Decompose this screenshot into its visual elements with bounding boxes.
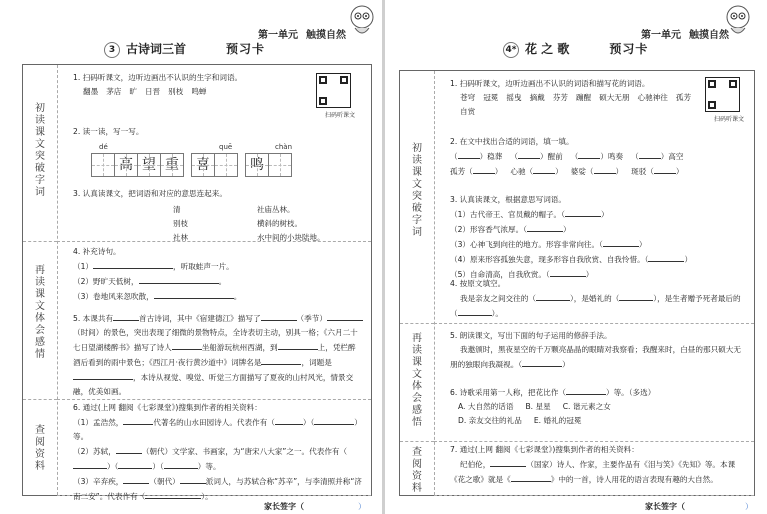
qr-code[interactable] <box>705 77 740 112</box>
word-list <box>450 91 694 119</box>
char-box: 鸣 <box>245 153 269 177</box>
section-reread <box>57 241 371 400</box>
word: 蹦醒 <box>575 93 592 102</box>
answer-blank[interactable] <box>578 149 600 159</box>
word: 茅店 <box>106 87 122 96</box>
unit-header <box>641 26 729 41</box>
question-4-text: 4. 补充诗句。 <box>73 247 121 256</box>
option-c[interactable]: C. 谐元素之女 <box>562 402 611 411</box>
section-label: 查阅资料 <box>412 447 422 494</box>
pinyin: chàn <box>275 143 293 151</box>
answer-blank[interactable] <box>118 459 152 469</box>
right-page <box>385 0 767 514</box>
answer-blank[interactable] <box>639 149 661 159</box>
question-1-text: 1. 扫码听课文，边听边画出不认识的生字和词语。 <box>73 73 243 82</box>
fill-row: 孤芳（ ） 心驰（ ） 婆娑（ ） 斑驳（ ） <box>450 164 746 179</box>
word: 孤芳自赏 <box>460 93 692 116</box>
question-6: 6. 诗歌采用第一人称，把花比作（ ）等。（多选） A. 大自然的话语 B. 星星 C. 谐元素之女 D. 亲友交往的礼品 E. 婚礼的冠冕 <box>450 385 746 428</box>
word: 摘戴 <box>529 93 545 102</box>
write-box[interactable] <box>268 153 292 177</box>
option-b[interactable]: B. 星星 <box>525 402 551 411</box>
poem-line: （1） ，听取蛙声一片。 <box>73 259 363 274</box>
answer-blank[interactable] <box>327 311 363 321</box>
question-4 <box>73 245 363 304</box>
unit-subtitle: 触摸自然 <box>689 30 729 41</box>
fill-row: （ ）稳葬 （ ）醒前 （ ）鸣奏 （ ）高空 <box>450 149 746 164</box>
question-3 <box>73 187 363 201</box>
answer-blank[interactable] <box>522 357 562 367</box>
match-meaning[interactable]: 社庙丛林。 <box>257 205 295 214</box>
unit-title: 第一单元 <box>641 30 681 41</box>
pinyin: dé <box>99 143 108 151</box>
section-label: 初读课文 突破字词 <box>412 143 422 238</box>
mascot-icon <box>349 4 375 38</box>
answer-blank[interactable] <box>314 415 354 425</box>
match-right-column <box>257 203 325 245</box>
worksheet-box <box>22 64 372 501</box>
answer-blank[interactable] <box>490 457 526 467</box>
answer-blank[interactable] <box>180 474 206 484</box>
section-label: 再读课文 体会感悟 <box>412 333 422 428</box>
answer-blank[interactable] <box>533 164 555 174</box>
match-left-column <box>173 203 188 245</box>
section-reread <box>434 323 754 442</box>
word: 苍穹 <box>460 93 476 102</box>
word: 翻墨 <box>83 87 99 96</box>
option-e[interactable]: E. 婚礼的冠冕 <box>533 416 582 425</box>
answer-blank[interactable] <box>123 474 149 484</box>
lesson-title: 古诗词三首 <box>126 42 187 56</box>
question-5-text: 5. 朗读课文，写出下面的句子运用的修辞手法。 <box>450 331 612 340</box>
char-box: 望 <box>137 153 161 177</box>
word: 芬芳 <box>552 93 568 102</box>
question-4-text: 4. 按原文填空。 <box>450 279 506 288</box>
section-first-read <box>57 65 371 242</box>
section-sidebar <box>23 65 58 495</box>
option-d[interactable]: D. 亲友交往的礼品 <box>458 416 522 425</box>
match-meaning[interactable]: 水中间的小块陆地。 <box>257 233 325 242</box>
match-term[interactable]: 别枝 <box>173 219 188 228</box>
unit-subtitle: 触摸自然 <box>306 30 346 41</box>
question-3: 3. 认真读课文，根据意思写词语。 （1）古代帝王、官员戴的帽子。（ ） （2）形容香气浓厚。（ ） （3）心神飞到向往的地方。形容非常向往。（ ） （4）原来形容孤独失意，现多形容自我欣赏、自我怜惜。（ ） （5）自命清高，自我欣赏。（ ） <box>450 193 746 282</box>
question-6-text: 6. 通过(上网 翻阅《七彩课堂》)搜集到作者的相关资料： <box>73 403 262 412</box>
question-1 <box>450 77 694 119</box>
section-first-read <box>434 71 754 324</box>
qr-label: 扫码听课文 <box>324 112 355 119</box>
question-7-text: 7. 通过(上网 翻阅《七彩课堂》)搜集到作者的相关资料： <box>450 445 639 454</box>
lesson-number: 4* <box>503 42 519 58</box>
word-list <box>73 85 363 99</box>
answer-blank[interactable] <box>172 340 202 350</box>
word: 日晋 <box>144 87 161 96</box>
question-3-text: 3. 认真读课文，根据意思写词语。 <box>450 195 566 204</box>
question-6: 6. 通过(上网 翻阅《七彩课堂》)搜集到作者的相关资料： （1）孟浩然， 代著名的山水田园诗人。代表作有（ ）（ ）等。 （2）苏轼， （朝代）文学家、书画家，为“唐宋八大家”之一。代表作有（）（ ）（ ）等。 （3）辛弃疾， （朝代） 派词人，与苏轼合称“苏辛”，与李清照并称“济南二安”。代表作有（ ）。 <box>73 403 362 501</box>
unit-title: 第一单元 <box>258 30 298 41</box>
answer-blank[interactable] <box>164 459 198 469</box>
left-page <box>0 0 382 514</box>
answer-blank[interactable] <box>123 415 153 425</box>
word: 别枝 <box>168 87 184 96</box>
answer-blank[interactable] <box>261 355 301 365</box>
section-label: 再读课文 体会感情 <box>35 265 45 360</box>
answer-blank[interactable] <box>73 370 133 380</box>
answer-blank[interactable] <box>261 311 297 321</box>
answer-blank[interactable] <box>565 207 601 217</box>
parent-signature[interactable]: 家长签字（ ） <box>645 502 753 511</box>
char-box: 重 <box>160 153 184 177</box>
answer-blank[interactable] <box>654 164 676 174</box>
answer-blank[interactable] <box>511 472 551 482</box>
match-meaning[interactable]: 横斜的树枝。 <box>257 219 302 228</box>
section-sidebar <box>400 71 435 495</box>
answer-blank[interactable] <box>603 237 639 247</box>
question-5: 5. 本课共有 首古诗词，其中《宿建德江》描写了 （季节）（时间）的景色，突出表现了细微的景物特点，全诗表切主动，别具一格；《六月二十七日望湖楼醉书》描写了诗人 坐船游玩杭州西湖，到 上，凭栏醉酒后看到的雨中景色；《西江月·夜行黄沙道中》词牌名是 ，词题是，本诗从视觉、嗅觉、听觉三方面描写了夏夜的山村风光，情景交融，优美如画。 <box>73 311 363 399</box>
match-term[interactable]: 清 <box>173 205 181 214</box>
lesson-title-row <box>104 40 265 58</box>
question-1 <box>73 71 363 99</box>
answer-blank[interactable] <box>93 259 173 269</box>
question-2 <box>450 135 746 179</box>
question-1-text: 1. 扫码听课文，边听边画出不认识的词语和描写花的词语。 <box>450 79 650 88</box>
question-2-text: 2. 读一读，写一写。 <box>73 127 144 136</box>
word: 硕大无朋 <box>599 93 630 102</box>
poem-line: （2）野旷天低树， 。 <box>73 274 363 289</box>
answer-blank[interactable] <box>473 164 495 174</box>
question-2-text: 2. 在文中找出合适的词语，填一填。 <box>450 137 574 146</box>
answer-blank[interactable] <box>594 164 616 174</box>
answer-blank[interactable] <box>278 340 318 350</box>
lesson-title: 花 之 歌 <box>525 42 570 56</box>
question-7: 7. 通过(上网 翻阅《七彩课堂》)搜集到作者的相关资料： 纪伯伦， （国家）诗人、作家，主要作品有《泪与笑》《先知》等。本课《花之歌》就是《 》中的一首，诗人用花的语言表现有趣的大自然。 <box>450 443 746 487</box>
section-label: 初读课文 突破字词 <box>35 103 45 198</box>
word: 鸣蝉 <box>191 87 207 96</box>
preview-card-tag: 预习卡 <box>609 42 649 56</box>
worksheet-box <box>399 70 755 496</box>
answer-blank[interactable] <box>550 267 586 277</box>
answer-blank[interactable] <box>527 222 563 232</box>
answer-blank[interactable] <box>648 252 684 262</box>
unit-header <box>258 26 346 41</box>
char-box: 高 <box>114 153 138 177</box>
answer-blank[interactable] <box>145 489 201 499</box>
answer-blank[interactable] <box>566 385 606 395</box>
write-box[interactable] <box>214 153 238 177</box>
answer-blank[interactable] <box>116 444 142 454</box>
pinyin: quē <box>219 143 233 151</box>
char-box: 喜 <box>191 153 215 177</box>
answer-blank[interactable] <box>536 291 570 301</box>
answer-blank[interactable] <box>154 289 234 299</box>
write-box[interactable] <box>91 153 115 177</box>
parent-signature[interactable]: 家长签字（ ） <box>264 502 366 511</box>
section-label: 查阅资料 <box>35 425 45 472</box>
qr-label: 扫码听课文 <box>713 116 744 123</box>
answer-blank[interactable] <box>458 306 492 316</box>
answer-blank[interactable] <box>619 291 653 301</box>
word: 心驰神往 <box>637 93 668 102</box>
section-research <box>434 441 754 496</box>
answer-blank[interactable] <box>139 274 219 284</box>
answer-blank[interactable] <box>275 415 303 425</box>
word: 摇曳 <box>506 93 522 102</box>
answer-blank[interactable] <box>73 459 107 469</box>
answer-blank[interactable] <box>113 311 139 321</box>
lesson-title-row <box>503 40 648 58</box>
question-2 <box>73 125 363 139</box>
section-research <box>57 399 371 501</box>
word: 冠冕 <box>483 93 499 102</box>
question-4: 4. 按原文填空。 我是亲友之间交往的（ ），是婚礼的（ ），是生者赠予死者最后的（ ）。 <box>450 277 746 321</box>
answer-blank[interactable] <box>458 149 480 159</box>
lesson-number: 3 <box>104 42 120 58</box>
question-5: 5. 朗读课文，写出下面的句子运用的修辞手法。 我邀颁时，黑夜星空的千万颗亮晶晶的眼睛对我察看；我醒来时，白昼的那只硕大无朋的独眼向我凝视。（ ） <box>450 329 746 372</box>
poem-line: （3）卷地风来忽吹散， 。 <box>73 289 363 304</box>
word: 旷 <box>129 87 137 96</box>
question-3-text: 3. 认真读课文，把词语和对应的意思连起来。 <box>73 189 227 198</box>
preview-card-tag: 预习卡 <box>226 42 266 56</box>
answer-blank[interactable] <box>518 149 540 159</box>
match-term[interactable]: 社林 <box>173 233 188 242</box>
option-a[interactable]: A. 大自然的话语 <box>458 402 514 411</box>
